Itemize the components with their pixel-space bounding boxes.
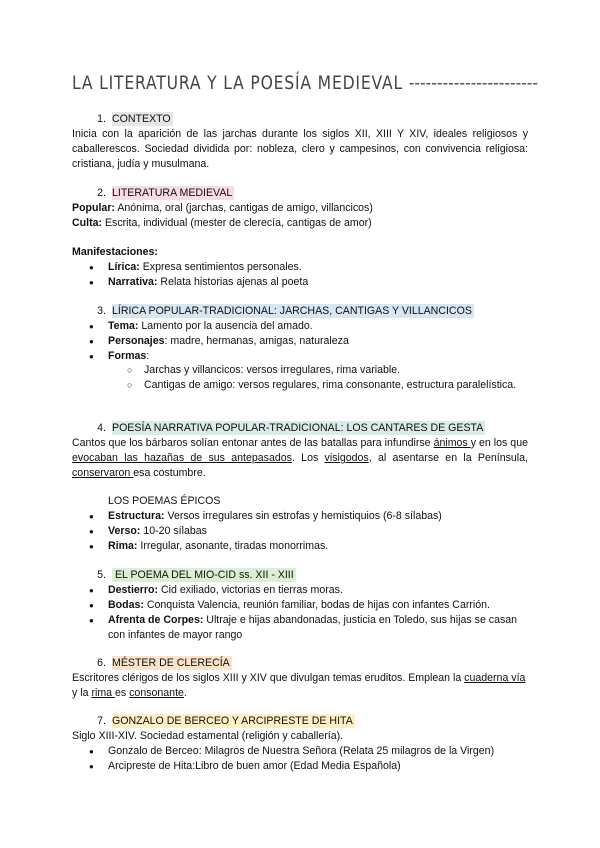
section-7-title: GONZALO DE BERCEO Y ARCIPRESTE DE HITA bbox=[112, 715, 353, 727]
list-item: ● Narrativa: Relata historias ajenas al poeta bbox=[72, 275, 528, 290]
formas-sublist bbox=[72, 363, 528, 393]
list-item: ● Bodas: Conquista Valencia, reunión familiar, bodas de hijas con infantes Carrión. bbox=[72, 598, 528, 613]
list-item: ● Destierro: Cid exiliado, victorias en tierras moras. bbox=[72, 583, 528, 598]
page-title bbox=[72, 72, 539, 94]
section-7-heading bbox=[72, 714, 528, 729]
sub-list-item: ○ Cantigas de amigo: versos regulares, rima consonante, estructura paralelística. bbox=[72, 378, 528, 393]
section-1-heading bbox=[72, 112, 528, 127]
section-6-title: MÉSTER DE CLERECÍA bbox=[112, 657, 230, 669]
popular-line bbox=[72, 201, 528, 216]
list-item: ● Formas: bbox=[72, 349, 528, 364]
poemas-epicos-subheading: LOS POEMAS ÉPICOS bbox=[108, 495, 221, 507]
popular-text: Anónima, oral (jarchas, cantigas de amigo, villancicos) bbox=[114, 202, 373, 214]
list-item: ● Lírica: Expresa sentimientos personales. bbox=[72, 260, 528, 275]
list-item: ● Verso: 10-20 sílabas bbox=[72, 524, 528, 539]
section-3-list bbox=[72, 319, 528, 364]
section-3-heading bbox=[72, 304, 528, 319]
section-2-heading bbox=[72, 186, 528, 201]
section-4-number: 4. bbox=[97, 422, 106, 434]
section-2-title: LITERATURA MEDIEVAL bbox=[112, 187, 233, 199]
section-3-number: 3. bbox=[97, 305, 106, 317]
section-6-paragraph: Escritores clérigos de los siglos XIII y XIV que divulgan temas eruditos. Emplean la cuaderna vía y la rima es consonante. bbox=[72, 672, 526, 699]
culta-line bbox=[72, 216, 528, 231]
list-item: ● Tema: Lamento por la ausencia del amado. bbox=[72, 319, 528, 334]
culta-text: Escrita, individual (mester de clerecía, cantigas de amor) bbox=[102, 217, 372, 229]
section-5-title: EL POEMA DEL MIO-CID ss. XII - XIII bbox=[112, 569, 294, 581]
section-4-title: POESÍA NARRATIVA POPULAR-TRADICIONAL: LOS CANTARES DE GESTA bbox=[112, 422, 484, 434]
section-1-number: 1. bbox=[97, 113, 106, 125]
section-6-heading bbox=[72, 656, 528, 671]
list-item: ● Gonzalo de Berceo: Milagros de Nuestra Señora (Relata 25 milagros de la Virgen) bbox=[72, 744, 528, 759]
section-4-paragraph: Cantos que los bárbaros solían entonar antes de las batallas para infundirse ánimos y en los que evocaban las hazañas de sus antepasados. Los visigodos, al asentarse en la Península, conservaron esa costumbre. bbox=[72, 437, 528, 479]
list-item: ● Estructura: Versos irregulares sin estrofas y hemistiquios (6-8 sílabas) bbox=[72, 509, 528, 524]
section-7-number: 7. bbox=[97, 715, 106, 727]
title-dashes: ----------------------- bbox=[408, 72, 539, 94]
section-3-title: LÍRICA POPULAR-TRADICIONAL: JARCHAS, CANTIGAS Y VILLANCICOS bbox=[112, 305, 472, 317]
section-5-number: 5. bbox=[97, 569, 106, 581]
culta-label: Culta: bbox=[72, 217, 103, 229]
section-5-list bbox=[72, 583, 528, 643]
page-title-text: LA LITERATURA Y LA POESÍA MEDIEVAL bbox=[72, 72, 403, 94]
section-5-heading bbox=[72, 568, 528, 583]
list-item: ● Rima: Irregular, asonante, tiradas monorrimas. bbox=[72, 539, 528, 554]
section-1-title: CONTEXTO bbox=[112, 113, 171, 125]
section-1-paragraph: Inicia con la aparición de las jarchas durante los siglos XII, XIII Y XIV, ideales religiosos y caballerescos. Sociedad dividida por: nobleza, clero y campesinos, con convivencia religiosa: cristiana, judía y musulmana. bbox=[72, 128, 528, 170]
list-item: ● Afrenta de Corpes: Ultraje e hijas abandonadas, justicia en Toledo, sus hijas se casan con infantes de mayor rango bbox=[72, 613, 528, 643]
manifestaciones-list bbox=[72, 260, 528, 290]
sub-list-item: ○ Jarchas y villancicos: versos irregulares, rima variable. bbox=[72, 363, 528, 378]
section-6-number: 6. bbox=[97, 657, 106, 669]
section-2-number: 2. bbox=[97, 187, 106, 199]
poemas-epicos-list bbox=[72, 509, 528, 554]
popular-label: Popular: bbox=[72, 202, 115, 214]
section-7-list bbox=[72, 744, 528, 774]
section-7-paragraph: Siglo XIII-XIV. Sociedad estamental (religión y caballería). bbox=[72, 730, 344, 742]
list-item: ● Personajes: madre, hermanas, amigas, naturaleza bbox=[72, 334, 528, 349]
section-4-heading bbox=[72, 421, 528, 436]
list-item: ● Arcipreste de Hita:Libro de buen amor (Edad Media Española) bbox=[72, 759, 528, 774]
manifestaciones-label: Manifestaciones: bbox=[72, 246, 158, 258]
